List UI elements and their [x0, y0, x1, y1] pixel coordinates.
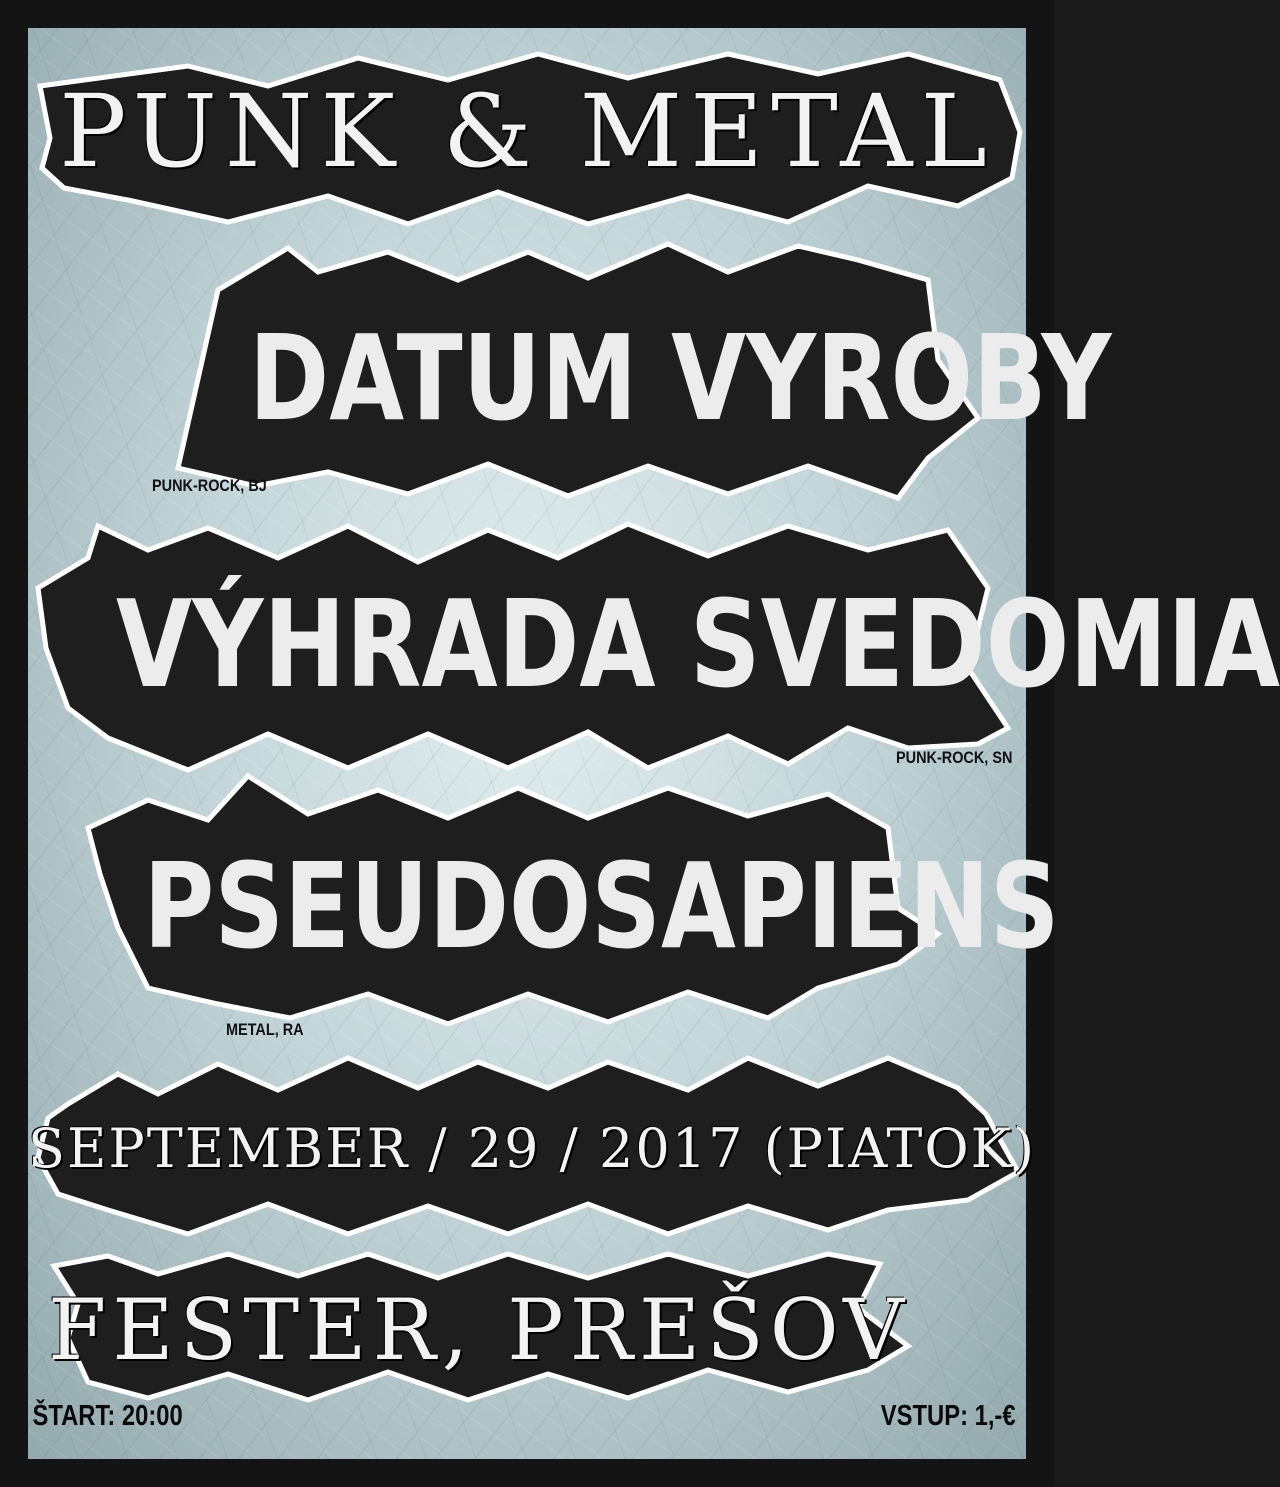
band-genre-vyhrada-svedomia: PUNK-ROCK, SN: [896, 748, 1013, 767]
headline: PUNK & METAL: [59, 73, 995, 190]
start-time: ŠTART: 20:00: [32, 1400, 183, 1432]
band-name-pseudosapiens: PSEUDOSAPIENS: [143, 837, 1060, 975]
band-name-vyhrada-svedomia: VÝHRADA SVEDOMIA: [116, 576, 1280, 715]
scratched-metal-background: [28, 28, 1280, 1459]
band-genre-datum-vyroby: PUNK-ROCK, BJ: [152, 476, 267, 495]
band-name-datum-vyroby: DATUM VYROBY: [248, 309, 1112, 447]
event-venue: FESTER, PREŠOV: [48, 1281, 910, 1379]
band-genre-pseudosapiens: METAL, RA: [226, 1020, 304, 1039]
event-date: SEPTEMBER / 29 / 2017 (PIATOK): [28, 1117, 1037, 1180]
entry-price: VSTUP: 1,-€: [880, 1400, 1016, 1432]
ragged-banner-shapes: [28, 28, 1280, 1459]
